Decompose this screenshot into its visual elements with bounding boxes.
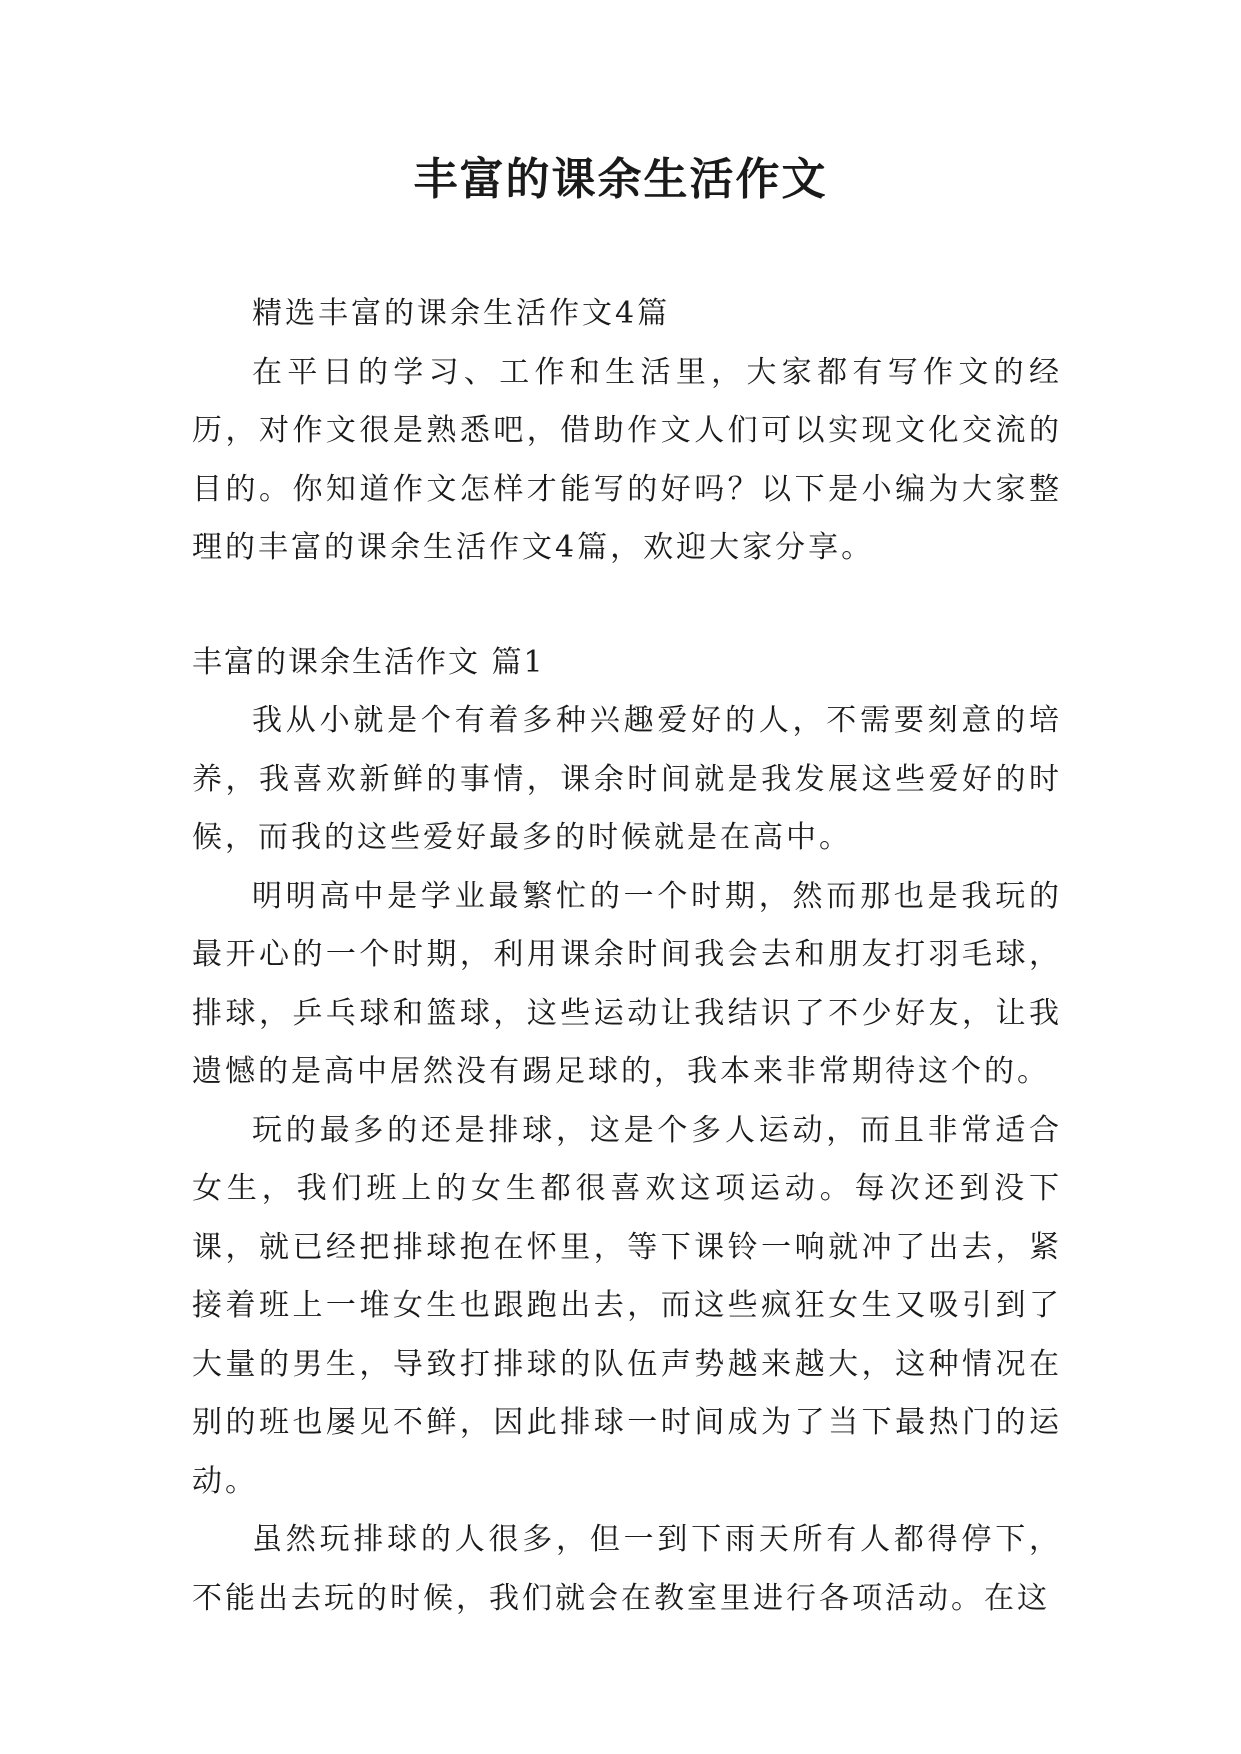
document-body bbox=[192, 285, 1062, 1628]
document-title: 丰富的课余生活作文 bbox=[413, 154, 828, 205]
body-paragraph: 明明高中是学业最繁忙的一个时期，然而那也是我玩的最开心的一个时期，利用课余时间我会去和朋友打羽毛球，排球，乒乓球和篮球，这些运动让我结识了不少好友，让我遗憾的是高中居然没有踢足球的，我本来非常期待这个的。 bbox=[192, 878, 1062, 1089]
body-paragraph: 我从小就是个有着多种兴趣爱好的人，不需要刻意的培养，我喜欢新鲜的事情，课余时间就是我发展这些爱好的时候，而我的这些爱好最多的时候就是在高中。 bbox=[192, 703, 1062, 855]
section-heading: 丰富的课余生活作文 篇1 bbox=[192, 644, 545, 680]
intro-paragraph: 在平日的学习、工作和生活里，大家都有写作文的经历，对作文很是熟悉吧，借助作文人们可以实现文化交流的目的。你知道作文怎样才能写的好吗？以下是小编为大家整理的丰富的课余生活作文4篇，欢迎大家分享。 bbox=[192, 354, 1062, 565]
body-paragraph: 玩的最多的还是排球，这是个多人运动，而且非常适合女生，我们班上的女生都很喜欢这项运动。每次还到没下课，就已经把排球抱在怀里，等下课铃一响就冲了出去，紧接着班上一堆女生也跟跑出去，而这些疯狂女生又吸引到了大量的男生，导致打排球的队伍声势越来越大，这种情况在别的班也屡见不鲜，因此排球一时间成为了当下最热门的运动。 bbox=[192, 1112, 1062, 1499]
subtitle: 精选丰富的课余生活作文4篇 bbox=[252, 296, 671, 331]
body-paragraph: 虽然玩排球的人很多，但一到下雨天所有人都得停下，不能出去玩的时候，我们就会在教室里进行各项活动。在这 bbox=[192, 1522, 1062, 1616]
section-spacer bbox=[192, 578, 1062, 634]
